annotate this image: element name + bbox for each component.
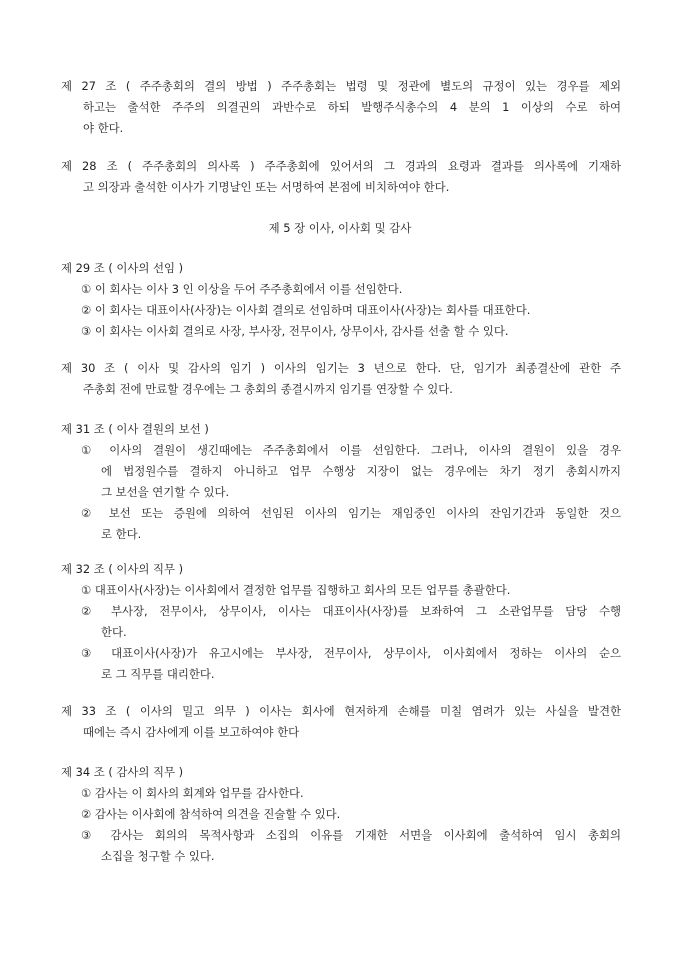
article-31-item-2 [81, 503, 621, 545]
article-29 [61, 258, 621, 342]
item-line: 소집을 청구할 수 있다. [101, 849, 215, 863]
item-line: ③ 대표이사(사장)가 유고시에는 부사장, 전무이사, 상무이사, 이사회에서 정하는 이사의 순으 [81, 646, 621, 660]
item-line: ① 대표이사(사장)는 이사회에서 결정한 업무를 집행하고 회사의 모든 업무를 총괄한다. [81, 583, 511, 597]
article-27-line-3: 야 한다. [83, 121, 124, 135]
article-27 [61, 76, 621, 139]
item-line: ② 보선 또는 증원에 의하여 선임된 이사의 임기는 재임중인 이사의 잔임기간과 동일한 것으 [81, 506, 621, 520]
article-29-item-3 [81, 321, 621, 342]
item-line: ③ 이 회사는 이사회 결의로 사장, 부사장, 전무이사, 상무이사, 감사를 선출 할 수 있다. [81, 324, 509, 338]
article-32 [61, 559, 621, 685]
article-31 [61, 419, 621, 545]
article-27-line-2: 하고는 출석한 주주의 의결권의 과반수로 하되 발행주식총수의 4 분의 1 이상의 수로 하여 [83, 100, 621, 114]
article-33-line-1: 제 33 조 ( 이사의 밀고 의무 ) 이사는 회사에 현저하게 손해를 미칠 염려가 있는 사실을 발견한 [61, 704, 621, 718]
article-34-item-2 [81, 804, 621, 825]
article-33 [61, 701, 621, 743]
article-29-item-2 [81, 300, 621, 321]
item-line: ① 이 회사는 이사 3 인 이상을 두어 주주총회에서 이를 선임한다. [81, 282, 403, 296]
item-line: 로 한다. [101, 527, 142, 541]
item-line: ① 이사의 결원이 생긴때에는 주주총회에서 이를 선임한다. 그러나, 이사의 결원이 있을 경우 [81, 443, 621, 457]
article-32-heading: 제 32 조 ( 이사의 직무 ) [61, 562, 184, 576]
item-line: ③ 감사는 회의의 목적사항과 소집의 이유를 기재한 서면을 이사회에 출석하여 임시 총회의 [81, 828, 621, 842]
item-line: ② 부사장, 전무이사, 상무이사, 이사는 대표이사(사장)를 보좌하여 그 소관업무를 담당 수행 [81, 604, 621, 618]
item-line: ① 감사는 이 회사의 회계와 업무를 감사한다. [81, 786, 304, 800]
article-27-line-1: 제 27 조 ( 주주총회의 결의 방법 ) 주주총회는 법령 및 정관에 별도의 규정이 있는 경우를 제외 [61, 79, 621, 93]
article-30 [61, 358, 621, 400]
item-line: ② 이 회사는 대표이사(사장)는 이사회 결의로 선임하며 대표이사(사장)는 회사를 대표한다. [81, 303, 531, 317]
article-28 [61, 156, 621, 198]
item-line: 그 보선을 연기할 수 있다. [101, 485, 230, 499]
article-28-line-1: 제 28 조 ( 주주총회의 의사록 ) 주주총회에 있어서의 그 경과의 요령과 결과를 의사록에 기재하 [61, 159, 621, 173]
article-28-line-2: 고 의장과 출석한 이사가 기명날인 또는 서명하여 본점에 비치하여야 한다. [83, 180, 450, 194]
article-34 [61, 762, 621, 867]
chapter-heading: 제 5 장 이사, 이사회 및 감사 [268, 221, 412, 235]
article-31-item-1 [81, 440, 621, 503]
article-29-item-1 [81, 279, 621, 300]
article-34-heading: 제 34 조 ( 감사의 직무 ) [61, 765, 184, 779]
article-29-heading: 제 29 조 ( 이사의 선임 ) [61, 261, 184, 275]
article-32-item-2 [81, 601, 621, 643]
article-32-item-3 [81, 643, 621, 685]
article-31-heading: 제 31 조 ( 이사 결원의 보선 ) [61, 422, 209, 436]
article-33-line-2: 때에는 즉시 감사에게 이를 보고하여야 한다 [83, 725, 300, 739]
item-line: 에 법정원수를 결하지 아니하고 업무 수행상 지장이 없는 경우에는 차기 정기 총회시까지 [101, 464, 621, 478]
item-line: ② 감사는 이사회에 참석하여 의견을 진술할 수 있다. [81, 807, 341, 821]
item-line: 한다. [101, 625, 127, 639]
article-30-line-1: 제 30 조 ( 이사 및 감사의 임기 ) 이사의 임기는 3 년으로 한다. 단, 임기가 최종결산에 관한 주 [61, 361, 621, 375]
article-34-item-1 [81, 783, 621, 804]
article-30-line-2: 주총회 전에 만료할 경우에는 그 총회의 종결시까지 임기를 연장할 수 있다. [83, 382, 453, 396]
article-34-item-3 [81, 825, 621, 867]
article-32-item-1 [81, 580, 621, 601]
item-line: 로 그 직무를 대리한다. [101, 667, 215, 681]
